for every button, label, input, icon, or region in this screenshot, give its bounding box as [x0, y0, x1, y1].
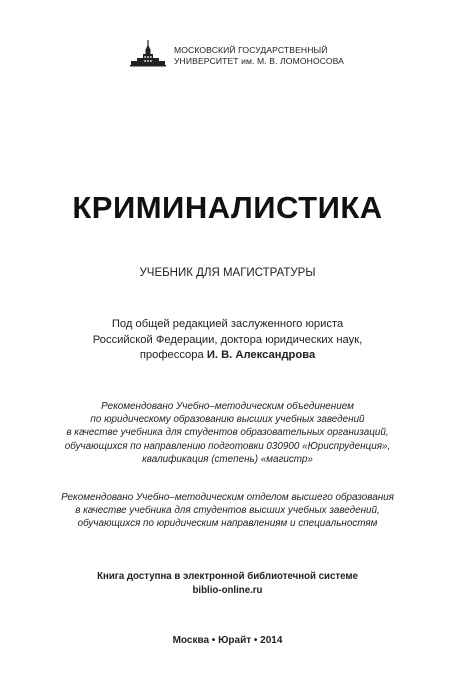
rec1-line: по юридическому образованию высших учебных заведений — [90, 414, 365, 426]
rec2-line: в качестве учебника для студентов высших учебных заведений, — [75, 505, 380, 517]
university-name — [174, 45, 344, 67]
rec1-line: квалификация (степень) «магистр» — [142, 453, 313, 465]
editor-prefix: профессора — [139, 349, 207, 361]
rec1-line: Рекомендовано Учебно–методическим объединением — [101, 401, 354, 412]
editor-line-3 — [0, 348, 455, 364]
recommendation-block-1 — [0, 400, 455, 466]
editor-block — [0, 317, 455, 364]
recommendation-block-2 — [0, 491, 455, 531]
library-url: biblio-online.ru — [192, 584, 263, 596]
library-notice — [0, 570, 455, 597]
editor-line-1: Под общей редакцией заслуженного юриста — [111, 318, 344, 330]
editor-line-2: Российской Федерации, доктора юридических наук, — [92, 333, 363, 346]
library-line-1: Книга доступна в электронной библиотечной системе — [97, 571, 358, 582]
rec2-line: обучающихся по юридическим направлениям и специальностям — [77, 518, 378, 530]
rec1-line: обучающихся по направлению подготовки 030900 «Юриспруденция», — [64, 440, 391, 452]
book-title: КРИМИНАЛИСТИКА — [72, 190, 383, 225]
rec2-line: Рекомендовано Учебно–методическим отделом высшего образования — [61, 492, 394, 503]
msu-building-icon — [130, 40, 166, 70]
rec1-line: в качестве учебника для студентов образовательных организаций, — [66, 427, 389, 439]
university-line-2: УНИВЕРСИТЕТ им. М. В. ЛОМОНОСОВА — [174, 56, 345, 66]
university-line-1: МОСКОВСКИЙ ГОСУДАРСТВЕННЫЙ — [174, 45, 328, 55]
publisher-header — [130, 40, 344, 70]
book-subtitle: УЧЕБНИК ДЛЯ МАГИСТРАТУРЫ — [139, 267, 316, 279]
editor-name: И. В. Александрова — [206, 349, 316, 361]
imprint: Москва • Юрайт • 2014 — [172, 635, 283, 646]
